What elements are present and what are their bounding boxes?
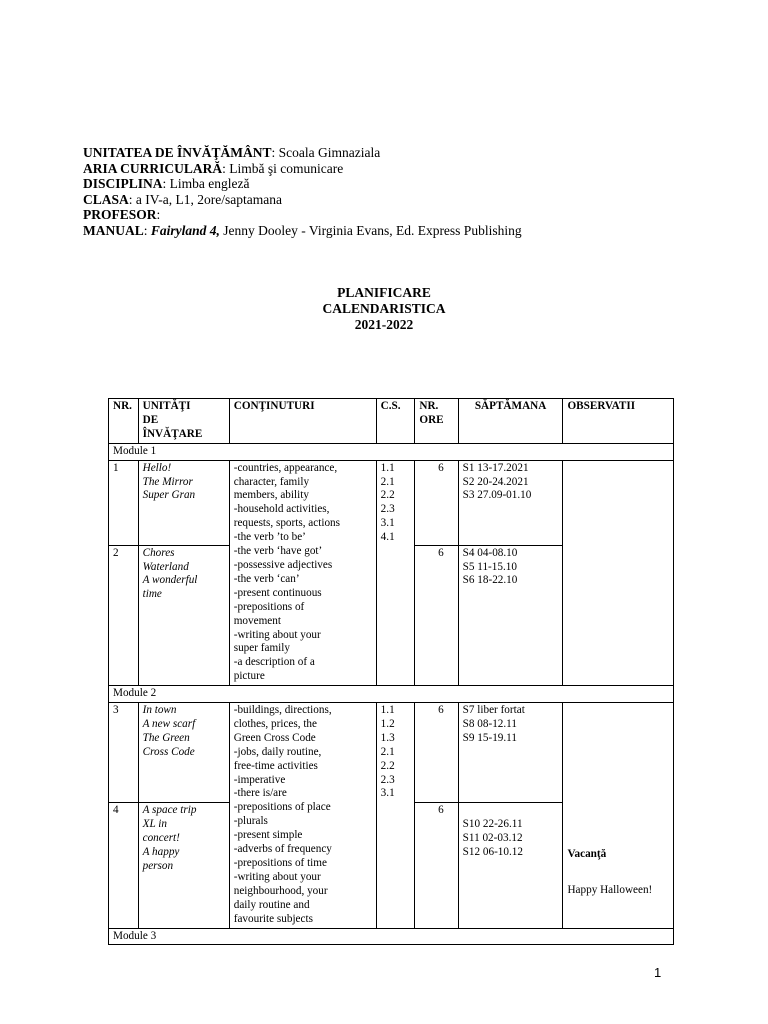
row-units: Chores Waterland A wonderful time [138, 545, 229, 686]
header-disciplina: DISCIPLINA: Limba engleză [83, 176, 250, 192]
page-number: 1 [654, 965, 662, 980]
table-row [109, 460, 674, 545]
header-ore: NR. ORE [415, 399, 458, 444]
header-aria: ARIA CURRICULARĂ: Limbă şi comunicare [83, 160, 344, 176]
row-units: In town A new scarf The Green Cross Code [138, 703, 229, 803]
row-cs: 1.1 2.1 2.2 2.3 3.1 4.1 [376, 460, 415, 686]
row-ore: 6 [415, 545, 458, 686]
row-nr: 4 [109, 803, 139, 929]
header-continuturi: CONŢINUTURI [229, 399, 376, 444]
row-weeks: S10 22-26.11 S11 02-03.12 S12 06-10.12 [458, 803, 563, 929]
header-cs: C.S. [376, 399, 415, 444]
header-observatii: OBSERVATII [563, 399, 674, 444]
document-title: PLANIFICARE CALENDARISTICA 2021-2022 [322, 285, 446, 332]
row-weeks: S4 04-08.10 S5 11-15.10 S6 18-22.10 [458, 545, 563, 686]
row-weeks: S1 13-17.2021 S2 20-24.2021 S3 27.09-01.10 [458, 460, 563, 545]
document-header [83, 145, 522, 239]
row-nr: 1 [109, 460, 139, 545]
planning-table [108, 398, 674, 945]
header-clasa: CLASA: a IV-a, L1, 2ore/saptamana [83, 191, 282, 207]
module-row: Module 2 [109, 686, 674, 703]
header-saptamana: SĂPTĂMANA [458, 399, 563, 444]
header-unitate: UNITATEA DE ÎNVĂŢĂMÂNT: Scoala Gimnaziala [83, 145, 381, 160]
header-nr: NR. [109, 399, 139, 444]
row-ore: 6 [415, 803, 458, 929]
vacanta-label: Vacanţă [567, 848, 607, 861]
row-weeks: S7 liber fortat S8 08-12.11 S9 15-19.11 [458, 703, 563, 803]
row-contents: -countries, appearance, character, family members, ability -household activities, requests, sports, actions -the verb ’to be’ -the verb ‘have got’ -possessive adjectives -the verb ‘can’ -present continuous -prepositions of movement -writing about your super family -a description of a picture [229, 460, 376, 686]
row-units: Hello! The Mirror Super Gran [138, 460, 229, 545]
row-cs: 1.1 1.2 1.3 2.1 2.2 2.3 3.1 [376, 703, 415, 929]
row-nr: 2 [109, 545, 139, 686]
row-ore: 6 [415, 460, 458, 545]
row-observatii [563, 460, 674, 686]
row-units: A space trip XL in concert! A happy person [138, 803, 229, 929]
header-manual: MANUAL: Fairyland 4, Jenny Dooley - Virginia Evans, Ed. Express Publishing [83, 222, 522, 238]
row-contents: -buildings, directions, clothes, prices, the Green Cross Code -jobs, daily routine, free-time activities -imperative -there is/are -prepositions of place -plurals -present simple -adverbs of frequency -prepositions of time -writing about your neighbourhood, your daily routine and favourite subjects [229, 703, 376, 929]
module-row: Module 3 [109, 928, 674, 945]
row-nr: 3 [109, 703, 139, 803]
header-profesor: PROFESOR: [83, 207, 161, 223]
table-header-row [109, 399, 674, 444]
module-row: Module 1 [109, 443, 674, 460]
table-row [109, 703, 674, 803]
row-ore: 6 [415, 703, 458, 803]
header-unitati: UNITĂŢI DE ÎNVĂŢARE [138, 399, 229, 444]
row-observatii [563, 703, 674, 929]
halloween-label: Happy Halloween! [567, 884, 653, 897]
